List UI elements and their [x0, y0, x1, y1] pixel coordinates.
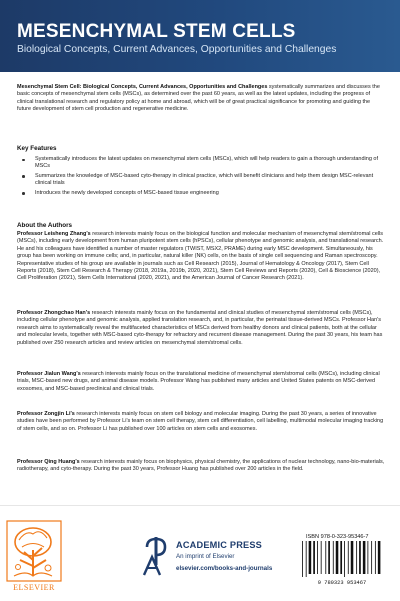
author-name: Professor Qing Huang's — [17, 459, 80, 465]
description-lead: Mesenchymal Stem Cell: Biological Concepts, Current Advances, Opportunities and Challenges — [17, 84, 268, 90]
academic-press-logo-icon — [141, 535, 171, 579]
author-name: Professor Zongjin Li's — [17, 411, 75, 417]
about-authors-heading: About the Authors — [17, 222, 73, 229]
book-title: MESENCHYMAL STEM CELLS — [17, 21, 296, 42]
barcode-bar — [344, 541, 345, 577]
barcode-bar — [306, 541, 307, 577]
author-bio-text: research interests mainly focus on the translational medicine of mesenchymal stem/stromal cells (MSCs), including clinical trials, MSC-based new drugs, and animal disease models. Professor Wang has published many articles and United States patents on MSC-derived exosomes, and MSC-based preclinical and clinical trials. — [17, 371, 380, 392]
barcode-number: 9 780323 953467 — [317, 580, 367, 586]
key-features-list — [17, 156, 385, 199]
elsevier-tree-logo-icon — [6, 520, 62, 582]
barcode-bar — [378, 541, 381, 574]
publisher-name: ACADEMIC PRESS — [176, 540, 263, 550]
publisher-imprint: An imprint of Elsevier — [176, 553, 235, 560]
barcode-bar — [356, 541, 357, 574]
key-feature-item: Introduces the newly developed concepts of MSC-based tissue engineering — [17, 190, 385, 197]
author-bio-huang — [17, 459, 385, 474]
author-bio-li — [17, 411, 385, 433]
author-name: Professor Leisheng Zhang's — [17, 231, 91, 237]
barcode-bar — [309, 541, 312, 574]
key-features-heading: Key Features — [17, 145, 57, 152]
book-subtitle: Biological Concepts, Current Advances, Opportunities and Challenges — [17, 44, 337, 55]
book-description — [17, 84, 385, 114]
description-body: systematically summarizes and discusses the basic concepts of mesenchymal stem cells (MSCs), as determined over the past 60 years, as well as the latest updates, including the progress of clinical translational research and regulatory policy at home and abroad, which will be of great practical significance for promoting and guiding the future development of stem cell production and regenerative medicine. — [17, 84, 380, 113]
barcode-bar — [313, 541, 315, 574]
author-bio-text: research interests mainly focus on the biological function and molecular mechanism of mesenchymal stem/stromal cells (MSCs), including early development from human pluripotent stem cells (hPSCs), cellular phenotype and genomic analysis, and translational research. He and his colleagues have identified a number of master regulators (TWIST, MSX2, PRAME) during early MSC development. Simultaneously, his group has been working on immune cells; and, in particular, natural killer (NK) cells, on the basis of single cell sequencing and Raman spectroscopy. Representative studies of his group are available in journals such as Cell Research (2015), Journal of Hematology & Oncology (2017), Stem Cell Reports (2018), Stem Cell Research & Therapy (2018, 2019a, 2019b, 2020, 2021), Stem Cell Reviews and Reports (2020), Cell & Bioscience (2020), Cell Proliferation (2021), Stem Cells International (2020, 2021), and the American Journal of Cancer Research (2021). — [17, 231, 384, 282]
barcode-bar — [348, 541, 349, 574]
title-banner — [0, 0, 400, 72]
author-bio-text: research interests mainly focus on biophysics, physical chemistry, the applications of nuclear technology, nano-bio-materials, radiotherapy, and cyto-therapy. During the past 30 years, Professor Huang has published over 200 articles in the field. — [17, 459, 385, 473]
key-feature-item: Summarizes the knowledge of MSC-based cyto-therapy in clinical practice, which will benefit clinicians and help them design MSC-relevant clinical trials — [17, 173, 385, 188]
barcode-bar — [340, 541, 342, 574]
barcode-bar — [371, 541, 372, 574]
author-name: Professor Jialun Wang's — [17, 371, 81, 377]
author-bio-text: research interests mainly focus on stem cell biology and molecular imaging. During the past 30 years, a series of innovative studies have been performed by Professor Li's team on stem cell therapy, stem cell differentiation, cell labelling, multimodal molecular imaging tracking of stem cells, and so on. Professor Li has published over 100 articles on stem cells and exosomes. — [17, 411, 384, 432]
barcode-bar — [328, 541, 330, 574]
barcode-bar — [336, 541, 339, 574]
barcode-bar — [351, 541, 354, 574]
barcode-bar — [302, 541, 303, 577]
barcode-bar — [325, 541, 326, 574]
author-name: Professor Zhongchao Han's — [17, 310, 91, 316]
barcode-bar — [375, 541, 376, 574]
barcode-bar — [333, 541, 334, 574]
author-bio-wang — [17, 371, 385, 393]
author-bio-text: research interests mainly focus on the fundamental and clinical studies of mesenchymal stem/stromal cells (MSCs), including cellular phenotype and genomic analysis, applied translation research, and, in particular, the perinatal tissue-derived MSCs. Professor Han's research aims to systematically reveal the multifaceted characteristics of MSCs derived from healthy donors and clinical patients, both at the cellular and molecular levels, together with MSC-based cyto-therapy for refractory and recurrent disease management. During the past 30 years, his team has published over 250 research articles and review articles on mesenchymal stem/stromal cells. — [17, 310, 383, 346]
barcode-bar — [367, 541, 368, 574]
isbn-barcode — [300, 541, 384, 577]
barcode-bar — [317, 541, 318, 574]
publisher-url: elsevier.com/books-and-journals — [176, 565, 273, 572]
author-bio-zhang — [17, 231, 385, 283]
barcode-bar — [359, 541, 361, 574]
barcode-bar — [363, 541, 366, 574]
elsevier-wordmark: ELSEVIER — [13, 583, 55, 592]
barcode-bar — [321, 541, 322, 574]
key-feature-item: Systematically introduces the latest updates on mesenchymal stem cells (MSCs), which will help readers to gain a thorough understanding of MSCs — [17, 156, 385, 171]
isbn-label: ISBN 978-0-323-95346-7 — [306, 534, 369, 540]
author-bio-han — [17, 310, 385, 347]
